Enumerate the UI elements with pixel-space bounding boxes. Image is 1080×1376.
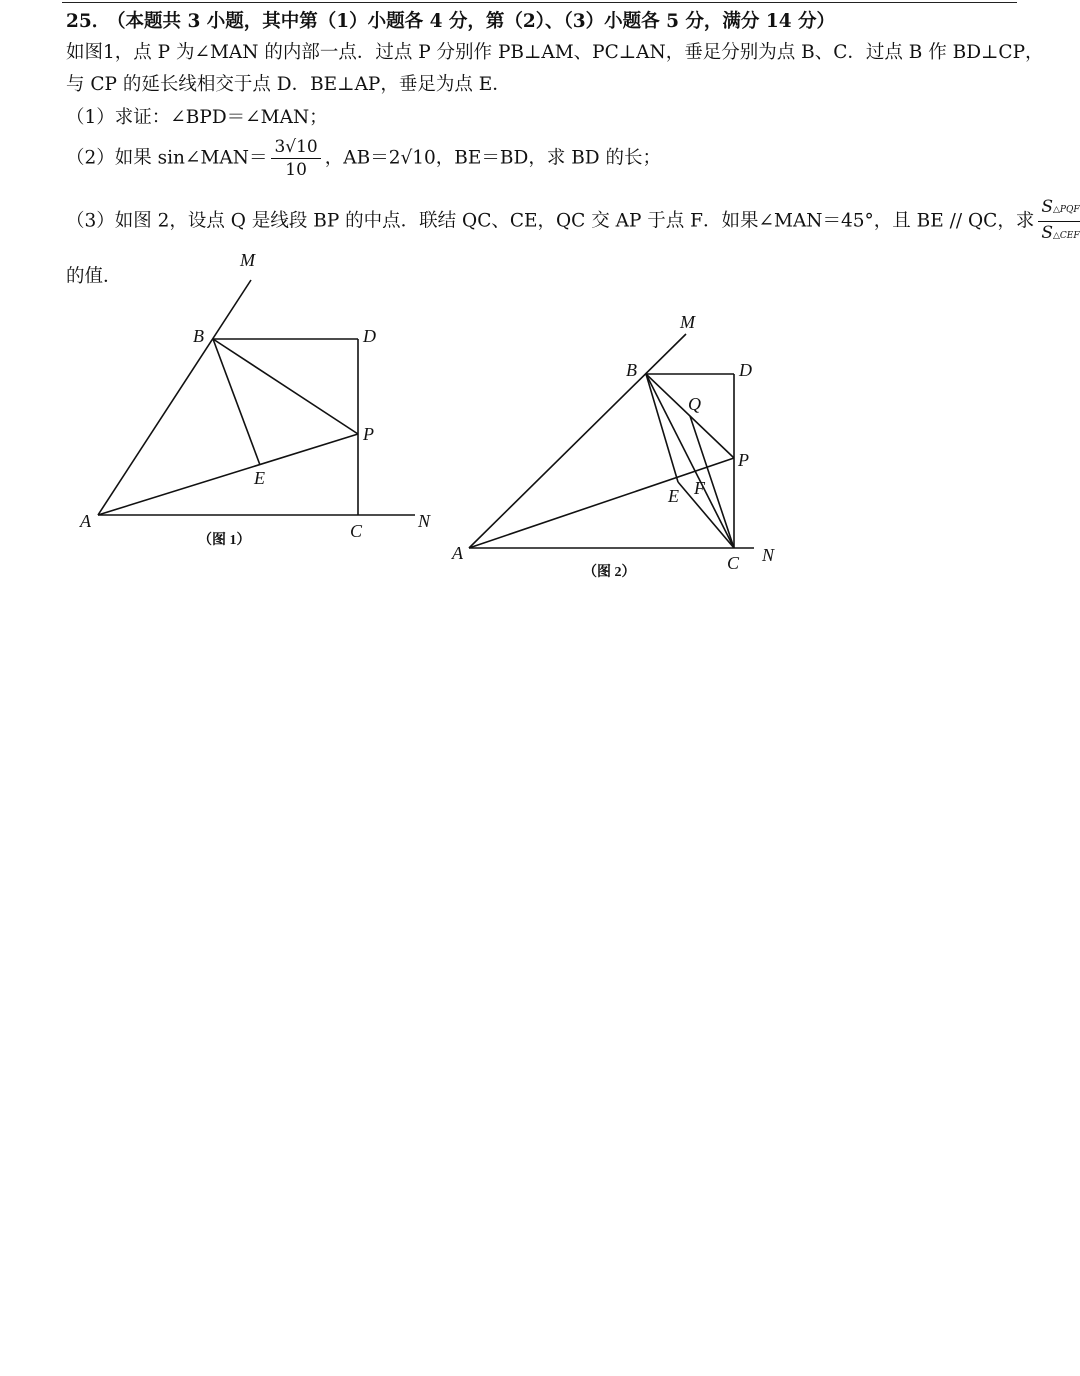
fig2-label-p: P xyxy=(738,450,749,470)
fig2-label-f: F xyxy=(694,478,705,498)
sin-fraction-numerator: 3√10 xyxy=(271,136,320,159)
sin-fraction-denominator: 10 xyxy=(285,160,307,180)
fig1-label-c: C xyxy=(350,521,363,541)
part-1: （1）求证：∠BPD＝∠MAN； xyxy=(66,107,328,128)
fig2-label-n: N xyxy=(762,545,775,565)
fig2-label-e: E xyxy=(668,486,679,506)
fig1-caption: （图 1） xyxy=(198,533,251,548)
fig2-label-b: B xyxy=(626,360,637,380)
question-scoring: （本题共 3 小题，其中第（1）小题各 4 分，第（2）、（3）小题各 5 分，满分 14 分） xyxy=(116,11,836,32)
fig2-label-q: Q xyxy=(688,394,701,414)
fig2-label-d: D xyxy=(739,360,752,380)
stem-line-2: 与 CP 的延长线相交于点 D．BE⊥AP，垂足为点 E． xyxy=(66,74,511,95)
part-2-prefix: （2）如果 sin∠MAN＝ xyxy=(66,147,268,169)
stem-line-1: 如图1，点 P 为∠MAN 的内部一点．过点 P 分别作 PB⊥AM、PC⊥AN，垂足分别为点 B、C．过点 B 作 BD⊥CP， xyxy=(66,42,1044,63)
fig1-label-a: A xyxy=(80,511,91,531)
part-3-prefix: （3）如图 2，设点 Q 是线段 BP 的中点．联结 QC、CE，QC 交 AP 于点 F．如果∠MAN＝45°，且 BE // QC，求 xyxy=(66,210,1035,232)
fig2-caption: （图 2） xyxy=(583,565,636,580)
fig2-label-m: M xyxy=(680,312,695,332)
segment-ap xyxy=(469,458,734,548)
part-3-tail: 的值． xyxy=(66,266,122,287)
ray-am xyxy=(469,334,686,548)
fig2-label-a: A xyxy=(452,543,463,563)
part-2-suffix: ，AB＝2√10，BE＝BD，求 BD 的长； xyxy=(324,147,662,169)
fig1-label-e: E xyxy=(254,468,265,488)
triangle-cef-sub: △CEF xyxy=(1052,231,1080,241)
triangle-pqf-sub: △PQF xyxy=(1052,205,1080,215)
fig1-label-m: M xyxy=(240,250,255,270)
fig1-label-d: D xyxy=(363,326,376,346)
fig1-label-b: B xyxy=(193,326,204,346)
fig2-label-c: C xyxy=(727,553,740,573)
area-symbol-bottom: S xyxy=(1041,223,1053,243)
fig1-label-n: N xyxy=(418,511,431,531)
question-number: 25． xyxy=(66,11,111,32)
area-symbol-top: S xyxy=(1041,197,1053,217)
fig1-label-p: P xyxy=(363,424,374,444)
